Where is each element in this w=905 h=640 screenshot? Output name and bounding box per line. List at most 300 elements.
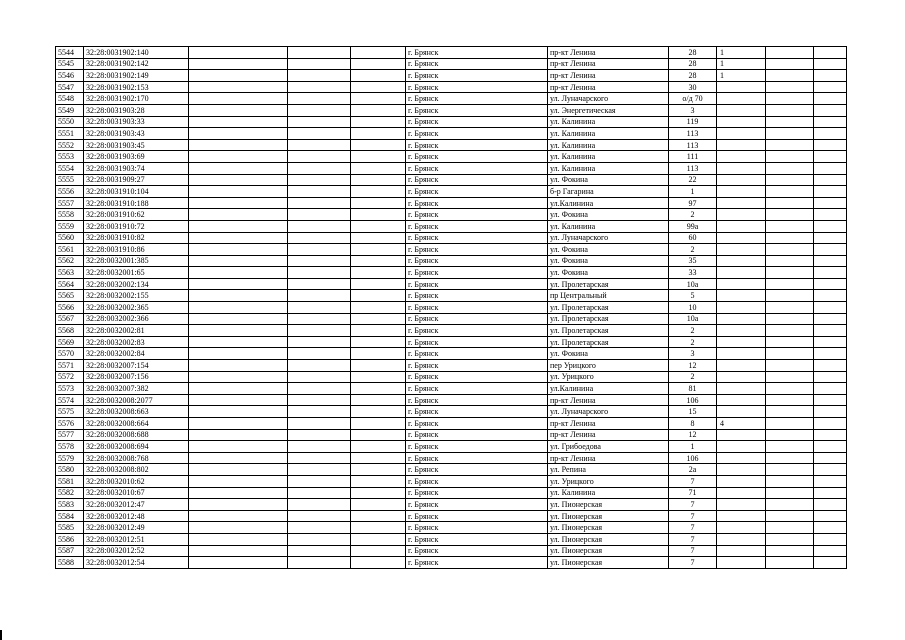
apartment-cell [717, 151, 766, 163]
empty-cell [766, 313, 814, 325]
empty-cell [766, 174, 814, 186]
apartment-cell [717, 128, 766, 140]
empty-cell [189, 475, 288, 487]
street-cell: ул. Калинина [548, 139, 669, 151]
row-number-cell: 5567 [56, 313, 84, 325]
apartment-cell [717, 139, 766, 151]
house-number-cell: 2 [669, 209, 717, 221]
empty-cell [766, 232, 814, 244]
empty-cell [351, 510, 406, 522]
row-number-cell: 5557 [56, 197, 84, 209]
street-cell: ул. Калинина [548, 162, 669, 174]
row-number-cell: 5554 [56, 162, 84, 174]
row-number-cell: 5574 [56, 394, 84, 406]
empty-cell [351, 70, 406, 82]
house-number-cell: 106 [669, 394, 717, 406]
empty-cell [351, 128, 406, 140]
row-number-cell: 5576 [56, 418, 84, 430]
empty-cell [189, 58, 288, 70]
house-number-cell: 12 [669, 360, 717, 372]
empty-cell [814, 174, 847, 186]
empty-cell [814, 278, 847, 290]
empty-cell [189, 197, 288, 209]
empty-cell [288, 348, 351, 360]
empty-cell [814, 371, 847, 383]
empty-cell [189, 452, 288, 464]
house-number-cell: 113 [669, 139, 717, 151]
apartment-cell: 1 [717, 58, 766, 70]
row-number-cell: 5565 [56, 290, 84, 302]
city-cell: г. Брянск [406, 441, 548, 453]
house-number-cell: 113 [669, 162, 717, 174]
empty-cell [189, 418, 288, 430]
street-cell: ул. Пионерская [548, 499, 669, 511]
house-number-cell: 2 [669, 325, 717, 337]
apartment-cell [717, 336, 766, 348]
empty-cell [189, 116, 288, 128]
cadastral-number-cell: 32:28:0032002:155 [84, 290, 189, 302]
empty-cell [766, 452, 814, 464]
house-number-cell: 3 [669, 104, 717, 116]
cadastral-number-cell: 32:28:0031902:170 [84, 93, 189, 105]
table-row [56, 93, 847, 105]
city-cell: г. Брянск [406, 255, 548, 267]
empty-cell [288, 290, 351, 302]
empty-cell [288, 522, 351, 534]
empty-cell [288, 441, 351, 453]
empty-cell [351, 545, 406, 557]
empty-cell [766, 441, 814, 453]
apartment-cell [717, 290, 766, 302]
house-number-cell: 2 [669, 371, 717, 383]
city-cell: г. Брянск [406, 302, 548, 314]
empty-cell [766, 336, 814, 348]
empty-cell [351, 278, 406, 290]
empty-cell [351, 348, 406, 360]
empty-cell [766, 557, 814, 569]
cadastral-number-cell: 32:28:0032008:663 [84, 406, 189, 418]
empty-cell [814, 348, 847, 360]
house-number-cell: 28 [669, 70, 717, 82]
empty-cell [288, 487, 351, 499]
empty-cell [288, 116, 351, 128]
cadastral-number-cell: 32:28:0031903:33 [84, 116, 189, 128]
empty-cell [288, 429, 351, 441]
registry-table-body [56, 47, 847, 569]
empty-cell [814, 58, 847, 70]
empty-cell [814, 475, 847, 487]
empty-cell [766, 267, 814, 279]
empty-cell [288, 371, 351, 383]
cadastral-number-cell: 32:28:0031910:72 [84, 220, 189, 232]
empty-cell [351, 371, 406, 383]
empty-cell [288, 128, 351, 140]
empty-cell [766, 371, 814, 383]
house-number-cell: 7 [669, 499, 717, 511]
apartment-cell [717, 406, 766, 418]
empty-cell [351, 244, 406, 256]
empty-cell [189, 302, 288, 314]
empty-cell [288, 186, 351, 198]
empty-cell [288, 70, 351, 82]
empty-cell [351, 533, 406, 545]
empty-cell [351, 464, 406, 476]
apartment-cell [717, 383, 766, 395]
row-number-cell: 5551 [56, 128, 84, 140]
cadastral-number-cell: 32:28:0031910:82 [84, 232, 189, 244]
house-number-cell: 7 [669, 545, 717, 557]
empty-cell [814, 81, 847, 93]
empty-cell [288, 47, 351, 59]
empty-cell [189, 336, 288, 348]
street-cell: ул. Пролетарская [548, 313, 669, 325]
empty-cell [766, 383, 814, 395]
house-number-cell: 35 [669, 255, 717, 267]
street-cell: ул. Калинина [548, 128, 669, 140]
empty-cell [189, 441, 288, 453]
empty-cell [351, 151, 406, 163]
house-number-cell: 60 [669, 232, 717, 244]
empty-cell [288, 545, 351, 557]
empty-cell [288, 302, 351, 314]
street-cell: пр-кт Ленина [548, 429, 669, 441]
street-cell: ул. Фокина [548, 348, 669, 360]
empty-cell [766, 290, 814, 302]
empty-cell [288, 232, 351, 244]
empty-cell [189, 429, 288, 441]
cadastral-number-cell: 32:28:0032012:47 [84, 499, 189, 511]
empty-cell [814, 464, 847, 476]
apartment-cell [717, 313, 766, 325]
city-cell: г. Брянск [406, 104, 548, 116]
table-row [56, 220, 847, 232]
empty-cell [351, 116, 406, 128]
empty-cell [288, 360, 351, 372]
row-number-cell: 5579 [56, 452, 84, 464]
table-row [56, 348, 847, 360]
empty-cell [766, 429, 814, 441]
street-cell: ул. Калинина [548, 487, 669, 499]
empty-cell [351, 383, 406, 395]
empty-cell [189, 290, 288, 302]
empty-cell [351, 313, 406, 325]
empty-cell [189, 371, 288, 383]
empty-cell [351, 522, 406, 534]
street-cell: пр-кт Ленина [548, 81, 669, 93]
cadastral-number-cell: 32:28:0031902:153 [84, 81, 189, 93]
apartment-cell [717, 267, 766, 279]
row-number-cell: 5587 [56, 545, 84, 557]
house-number-cell: 28 [669, 47, 717, 59]
empty-cell [351, 452, 406, 464]
street-cell: ул. Фокина [548, 174, 669, 186]
house-number-cell: 99а [669, 220, 717, 232]
house-number-cell: 7 [669, 475, 717, 487]
empty-cell [351, 441, 406, 453]
empty-cell [814, 290, 847, 302]
empty-cell [288, 267, 351, 279]
street-cell: ул. Грибоедова [548, 441, 669, 453]
cadastral-number-cell: 32:28:0031910:86 [84, 244, 189, 256]
street-cell: пр-кт Ленина [548, 418, 669, 430]
street-cell: ул. Пролетарская [548, 278, 669, 290]
city-cell: г. Брянск [406, 348, 548, 360]
empty-cell [766, 325, 814, 337]
empty-cell [189, 464, 288, 476]
empty-cell [766, 186, 814, 198]
cadastral-number-cell: 32:28:0031903:69 [84, 151, 189, 163]
street-cell: пер Урицкого [548, 360, 669, 372]
row-number-cell: 5552 [56, 139, 84, 151]
row-number-cell: 5547 [56, 81, 84, 93]
apartment-cell [717, 545, 766, 557]
cadastral-number-cell: 32:28:0032002:366 [84, 313, 189, 325]
empty-cell [351, 197, 406, 209]
empty-cell [814, 325, 847, 337]
table-row [56, 209, 847, 221]
empty-cell [189, 278, 288, 290]
street-cell: пр-кт Ленина [548, 452, 669, 464]
empty-cell [814, 186, 847, 198]
empty-cell [814, 336, 847, 348]
house-number-cell: 28 [669, 58, 717, 70]
house-number-cell: 3 [669, 348, 717, 360]
apartment-cell [717, 104, 766, 116]
empty-cell [288, 58, 351, 70]
street-cell: ул. Фокина [548, 267, 669, 279]
street-cell: ул. Пионерская [548, 522, 669, 534]
city-cell: г. Брянск [406, 464, 548, 476]
apartment-cell [717, 510, 766, 522]
row-number-cell: 5556 [56, 186, 84, 198]
table-row [56, 255, 847, 267]
scan-edge-mark [0, 630, 2, 640]
table-row [56, 151, 847, 163]
house-number-cell: 7 [669, 510, 717, 522]
apartment-cell [717, 360, 766, 372]
table-row [56, 70, 847, 82]
apartment-cell [717, 487, 766, 499]
empty-cell [288, 209, 351, 221]
empty-cell [814, 162, 847, 174]
city-cell: г. Брянск [406, 70, 548, 82]
empty-cell [189, 267, 288, 279]
empty-cell [288, 533, 351, 545]
empty-cell [288, 278, 351, 290]
empty-cell [351, 139, 406, 151]
cadastral-number-cell: 32:28:0032002:81 [84, 325, 189, 337]
empty-cell [814, 267, 847, 279]
cadastral-number-cell: 32:28:0032008:664 [84, 418, 189, 430]
empty-cell [189, 174, 288, 186]
empty-cell [766, 499, 814, 511]
empty-cell [766, 348, 814, 360]
table-row [56, 104, 847, 116]
empty-cell [189, 348, 288, 360]
table-row [56, 394, 847, 406]
empty-cell [189, 394, 288, 406]
apartment-cell [717, 348, 766, 360]
street-cell: ул. Луначарского [548, 406, 669, 418]
empty-cell [189, 151, 288, 163]
empty-cell [189, 313, 288, 325]
apartment-cell [717, 81, 766, 93]
apartment-cell [717, 475, 766, 487]
row-number-cell: 5568 [56, 325, 84, 337]
table-row [56, 464, 847, 476]
empty-cell [288, 104, 351, 116]
empty-cell [189, 47, 288, 59]
house-number-cell: 2 [669, 244, 717, 256]
empty-cell [288, 383, 351, 395]
cadastral-number-cell: 32:28:0032008:768 [84, 452, 189, 464]
empty-cell [766, 116, 814, 128]
empty-cell [351, 162, 406, 174]
empty-cell [766, 394, 814, 406]
city-cell: г. Брянск [406, 244, 548, 256]
empty-cell [189, 139, 288, 151]
city-cell: г. Брянск [406, 232, 548, 244]
empty-cell [351, 220, 406, 232]
house-number-cell: 2 [669, 336, 717, 348]
apartment-cell [717, 278, 766, 290]
empty-cell [189, 533, 288, 545]
empty-cell [351, 93, 406, 105]
apartment-cell: 4 [717, 418, 766, 430]
empty-cell [814, 220, 847, 232]
apartment-cell [717, 162, 766, 174]
empty-cell [814, 545, 847, 557]
empty-cell [288, 255, 351, 267]
city-cell: г. Брянск [406, 313, 548, 325]
apartment-cell [717, 557, 766, 569]
empty-cell [766, 162, 814, 174]
house-number-cell: 106 [669, 452, 717, 464]
street-cell: ул. Пролетарская [548, 336, 669, 348]
cadastral-number-cell: 32:28:0031902:149 [84, 70, 189, 82]
empty-cell [189, 499, 288, 511]
street-cell: ул. Фокина [548, 244, 669, 256]
house-number-cell: 15 [669, 406, 717, 418]
empty-cell [288, 313, 351, 325]
apartment-cell [717, 174, 766, 186]
empty-cell [814, 499, 847, 511]
empty-cell [814, 406, 847, 418]
empty-cell [766, 533, 814, 545]
city-cell: г. Брянск [406, 290, 548, 302]
city-cell: г. Брянск [406, 58, 548, 70]
empty-cell [814, 197, 847, 209]
apartment-cell [717, 371, 766, 383]
row-number-cell: 5558 [56, 209, 84, 221]
street-cell: ул. Луначарского [548, 232, 669, 244]
empty-cell [288, 418, 351, 430]
house-number-cell: 8 [669, 418, 717, 430]
empty-cell [766, 255, 814, 267]
table-row [56, 533, 847, 545]
house-number-cell: 10а [669, 313, 717, 325]
empty-cell [351, 499, 406, 511]
empty-cell [351, 232, 406, 244]
table-row [56, 510, 847, 522]
street-cell: ул. Урицкого [548, 371, 669, 383]
table-row [56, 244, 847, 256]
empty-cell [766, 545, 814, 557]
empty-cell [766, 487, 814, 499]
city-cell: г. Брянск [406, 545, 548, 557]
empty-cell [814, 244, 847, 256]
table-row [56, 139, 847, 151]
cadastral-number-cell: 32:28:0032001:385 [84, 255, 189, 267]
empty-cell [814, 418, 847, 430]
empty-cell [814, 487, 847, 499]
row-number-cell: 5548 [56, 93, 84, 105]
row-number-cell: 5578 [56, 441, 84, 453]
empty-cell [189, 70, 288, 82]
apartment-cell [717, 429, 766, 441]
empty-cell [189, 93, 288, 105]
city-cell: г. Брянск [406, 81, 548, 93]
street-cell: ул.Калинина [548, 197, 669, 209]
table-row [56, 186, 847, 198]
table-row [56, 278, 847, 290]
cadastral-number-cell: 32:28:0032010:67 [84, 487, 189, 499]
apartment-cell [717, 452, 766, 464]
street-cell: ул. Калинина [548, 151, 669, 163]
row-number-cell: 5572 [56, 371, 84, 383]
apartment-cell [717, 302, 766, 314]
house-number-cell: 10 [669, 302, 717, 314]
apartment-cell [717, 244, 766, 256]
empty-cell [189, 244, 288, 256]
city-cell: г. Брянск [406, 499, 548, 511]
city-cell: г. Брянск [406, 452, 548, 464]
empty-cell [766, 197, 814, 209]
cadastral-number-cell: 32:28:0031902:142 [84, 58, 189, 70]
house-number-cell: 5 [669, 290, 717, 302]
empty-cell [288, 220, 351, 232]
empty-cell [189, 255, 288, 267]
cadastral-number-cell: 32:28:0032008:688 [84, 429, 189, 441]
row-number-cell: 5577 [56, 429, 84, 441]
empty-cell [814, 313, 847, 325]
city-cell: г. Брянск [406, 162, 548, 174]
empty-cell [351, 81, 406, 93]
empty-cell [351, 290, 406, 302]
empty-cell [189, 545, 288, 557]
city-cell: г. Брянск [406, 371, 548, 383]
table-row [56, 522, 847, 534]
table-row [56, 197, 847, 209]
empty-cell [189, 557, 288, 569]
empty-cell [351, 418, 406, 430]
cadastral-number-cell: 32:28:0031910:188 [84, 197, 189, 209]
street-cell: пр-кт Ленина [548, 394, 669, 406]
street-cell: ул. Репина [548, 464, 669, 476]
row-number-cell: 5544 [56, 47, 84, 59]
city-cell: г. Брянск [406, 197, 548, 209]
table-row [56, 371, 847, 383]
apartment-cell [717, 522, 766, 534]
empty-cell [814, 209, 847, 221]
empty-cell [351, 58, 406, 70]
empty-cell [351, 47, 406, 59]
street-cell: ул. Пролетарская [548, 325, 669, 337]
street-cell: ул. Луначарского [548, 93, 669, 105]
empty-cell [814, 104, 847, 116]
empty-cell [189, 220, 288, 232]
row-number-cell: 5564 [56, 278, 84, 290]
